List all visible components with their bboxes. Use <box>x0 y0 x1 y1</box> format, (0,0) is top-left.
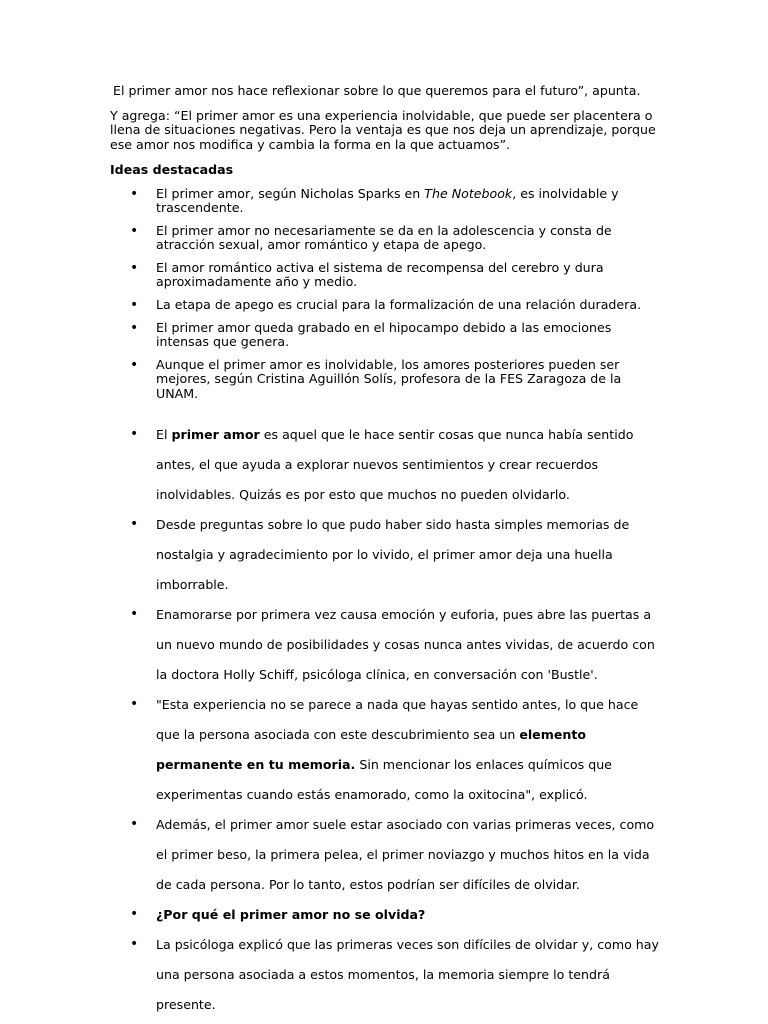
list-item-text: Sin mencionar los enlaces químicos que experimentas cuando estás enamorado, como la oxitocina", explicó. <box>156 757 612 803</box>
list-item <box>110 261 662 290</box>
list-item <box>110 298 662 313</box>
list-item-text: es aquel que le hace sentir cosas que nunca había sentido antes, el que ayuda a explorar nuevos sentimientos y crear recuerdos inolvidables. Quizás es por esto que muchos no pueden olvidarlo. <box>156 427 634 503</box>
list-item <box>110 690 662 810</box>
list-item <box>110 810 662 900</box>
document-page <box>110 84 662 1020</box>
list-item <box>110 358 662 402</box>
list-item <box>110 187 662 216</box>
list-item <box>110 930 662 1020</box>
list-item <box>110 900 662 930</box>
list-item-text: La psicóloga explicó que las primeras veces son difíciles de olvidar y, como hay una persona asociada a estos momentos, la memoria siempre lo tendrá presente. <box>156 937 659 1013</box>
bullet-icon: • <box>130 906 139 923</box>
bullet-icon: • <box>130 936 139 953</box>
bullet-icon: • <box>130 816 139 833</box>
bullet-icon: • <box>130 516 139 533</box>
list-item-text: "Esta experiencia no se parece a nada que hayas sentido antes, lo que hace que la persona asociada con este descubrimiento sea un <box>156 697 639 743</box>
bullet-icon: • <box>130 606 139 623</box>
highlights-list <box>110 187 662 402</box>
quote-paragraph: Y agrega: “El primer amor es una experiencia inolvidable, que puede ser placentera o llena de situaciones negativas. Pero la ventaja es que nos deja un aprendizaje, porque ese amor nos modifica y cambia la forma en la que actuamos”. <box>110 107 656 152</box>
intro-paragraph: El primer amor nos hace reflexionar sobre lo que queremos para el futuro”, apunta. <box>113 83 641 98</box>
list-item-text: Además, el primer amor suele estar asociado con varias primeras veces, como el primer beso, la primera pelea, el primer noviazgo y muchos hitos en la vida de cada persona. Por lo tanto, estos podrían ser difíciles de olvidar. <box>156 817 655 893</box>
list-item <box>110 420 662 510</box>
section-heading: Ideas destacadas <box>110 162 234 177</box>
list-item-text: La etapa de apego es crucial para la formalización de una relación duradera. <box>156 297 642 313</box>
list-item-text: Enamorarse por primera vez causa emoción y euforia, pues abre las puertas a un nuevo mundo de posibilidades y cosas nunca antes vividas, de acuerdo con la doctora Holly Schiff, psicóloga clínica, en conversación con 'Bustle'. <box>156 607 655 683</box>
list-item-text: El primer amor queda grabado en el hipocampo debido a las emociones intensas que genera. <box>156 319 612 350</box>
emphasis-text: primer amor <box>171 427 260 443</box>
list-item <box>110 600 662 690</box>
list-item <box>110 321 662 350</box>
list-item-text: Aunque el primer amor es inolvidable, los amores posteriores pueden ser mejores, según Cristina Aguillón Solís, profesora de la FES Zaragoza de la UNAM. <box>156 356 622 401</box>
bullet-icon: • <box>130 259 139 276</box>
list-item-text: El amor romántico activa el sistema de recompensa del cerebro y dura aproximadamente año y medio. <box>156 259 604 290</box>
bullet-icon: • <box>130 696 139 713</box>
bullet-icon: • <box>130 185 139 202</box>
bullet-icon: • <box>130 222 139 239</box>
list-item-text: , es inolvidable y trascendente. <box>156 185 619 215</box>
bullet-icon: • <box>130 356 139 373</box>
list-item-text: El primer amor, según Nicholas Sparks en <box>156 185 425 201</box>
list-item-text: El <box>156 427 172 443</box>
bullet-icon: • <box>130 426 139 443</box>
bullet-icon: • <box>130 297 139 314</box>
list-item <box>110 510 662 600</box>
article-list <box>110 420 662 1020</box>
emphasis-text: elemento permanente en tu memoria. <box>156 727 587 773</box>
list-item <box>110 224 662 253</box>
bullet-icon: • <box>130 319 139 336</box>
book-title: The Notebook <box>424 185 513 201</box>
list-item-text: El primer amor no necesariamente se da en la adolescencia y consta de atracción sexual, amor romántico y etapa de apego. <box>156 222 612 253</box>
subheading-text: ¿Por qué el primer amor no se olvida? <box>156 907 426 923</box>
list-item-text: Desde preguntas sobre lo que pudo haber sido hasta simples memorias de nostalgia y agradecimiento por lo vivido, el primer amor deja una huella imborrable. <box>156 517 630 593</box>
